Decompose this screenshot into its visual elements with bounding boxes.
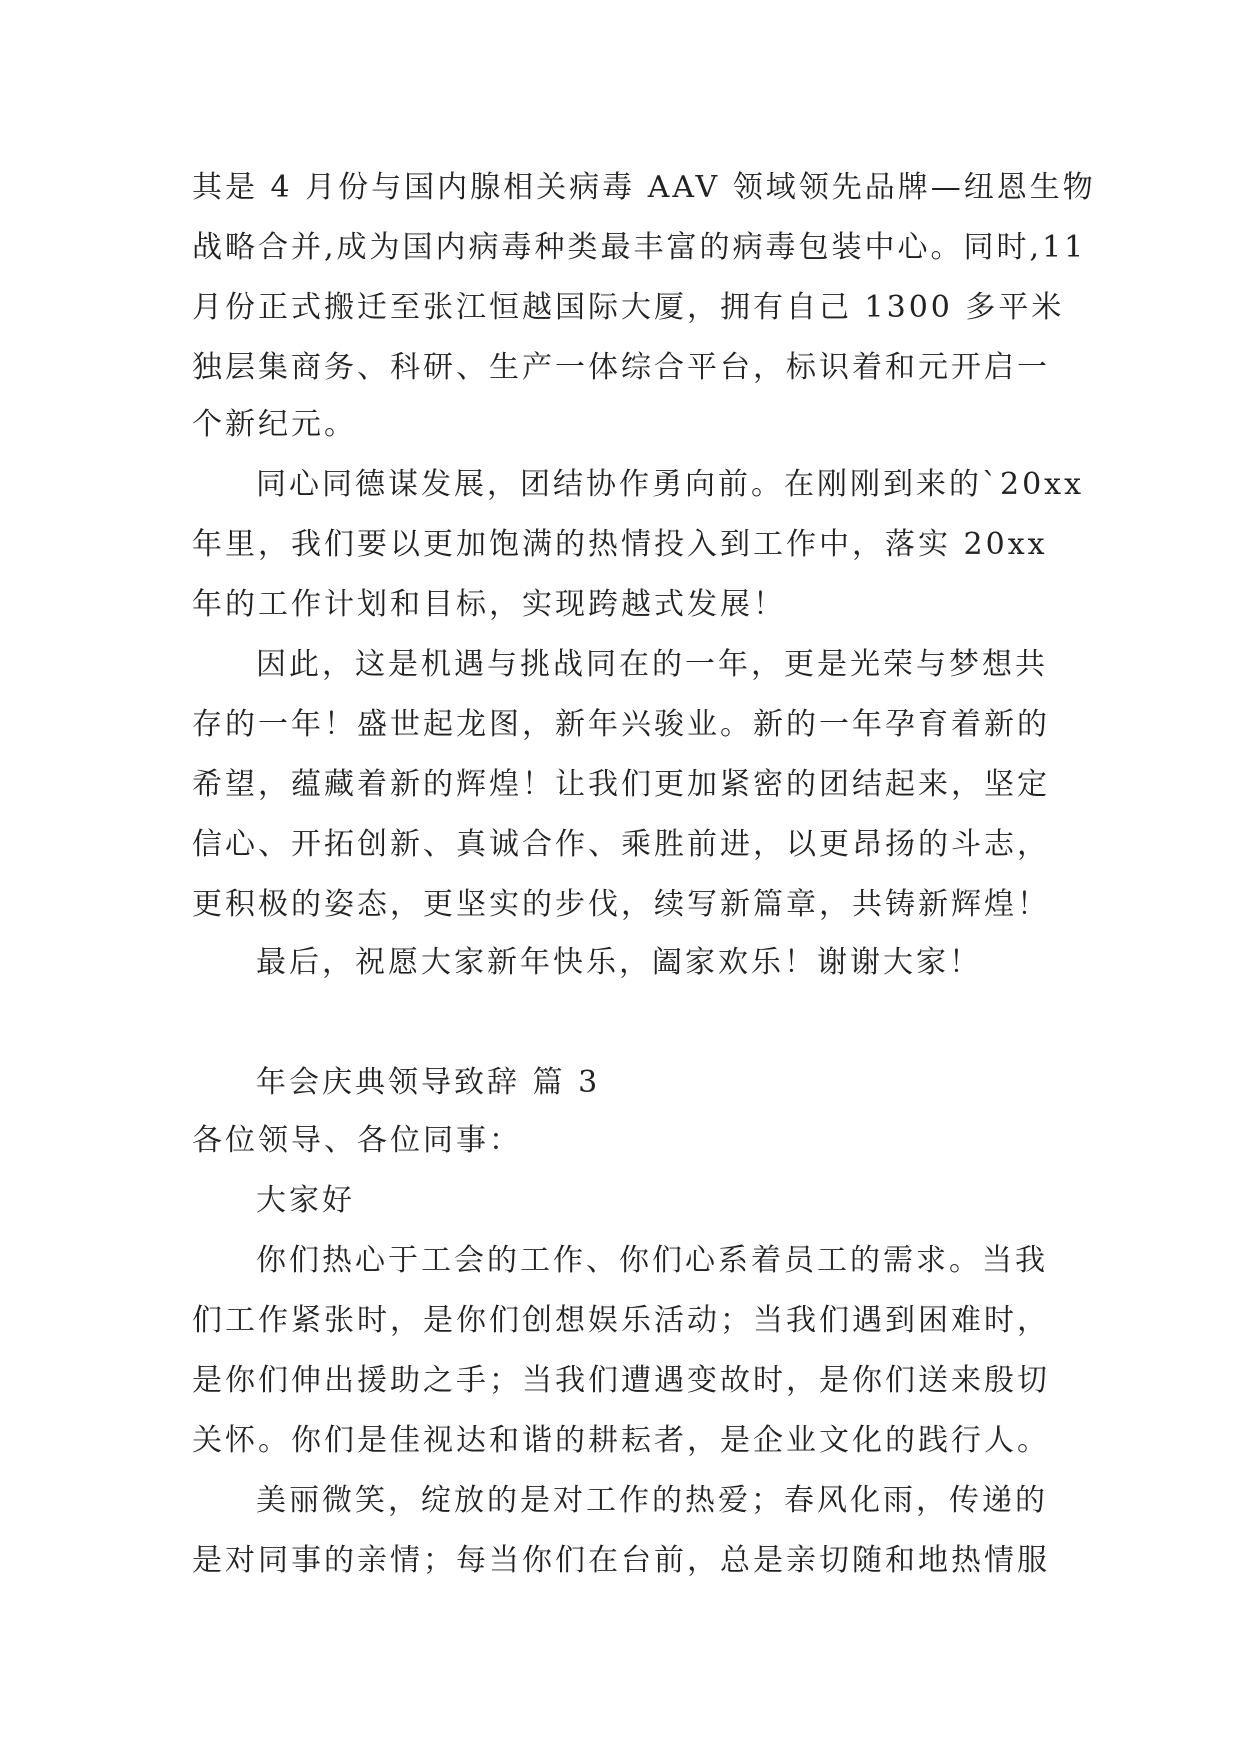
text-line: 美丽微笑，绽放的是对工作的热爱；春风化雨，传递的	[256, 1483, 1048, 1518]
text-line: 因此，这是机遇与挑战同在的一年，更是光荣与梦想共	[256, 647, 1048, 682]
greeting: 大家好	[256, 1183, 355, 1218]
text-line: 独层集商务、科研、生产一体综合平台，标识着和元开启一	[192, 350, 1050, 385]
text-line: 们工作紧张时，是你们创想娱乐活动；当我们遇到困难时，	[192, 1303, 1050, 1338]
text-line: 信心、开拓创新、真诚合作、乘胜前进，以更昂扬的斗志，	[192, 827, 1050, 862]
text-line: 个新纪元。	[192, 407, 357, 442]
text-line: 战略合并,成为国内病毒种类最丰富的病毒包装中心。同时,11	[192, 230, 1087, 265]
text-line: 是你们伸出援助之手；当我们遭遇变故时，是你们送来殷切	[192, 1363, 1050, 1398]
text-line: 月份正式搬迁至张江恒越国际大厦，拥有自己 1300 多平米	[192, 290, 1065, 325]
text-line: 关怀。你们是佳视达和谐的耕耘者，是企业文化的践行人。	[192, 1423, 1050, 1458]
text-line: 其是 4 月份与国内腺相关病毒 AAV 领域领先品牌—纽恩生物	[192, 170, 1096, 205]
text-line: 希望，蕴藏着新的辉煌！让我们更加紧密的团结起来，坚定	[192, 767, 1050, 802]
salutation: 各位领导、各位同事：	[192, 1123, 522, 1158]
text-line: 存的一年！盛世起龙图，新年兴骏业。新的一年孕育着新的	[192, 707, 1050, 742]
text-line: 最后，祝愿大家新年快乐，阖家欢乐！谢谢大家！	[256, 945, 982, 980]
text-line: 更积极的姿态，更坚实的步伐，续写新篇章，共铸新辉煌！	[192, 887, 1050, 922]
text-line: 年的工作计划和目标，实现跨越式发展！	[192, 587, 786, 622]
text-line: 你们热心于工会的工作、你们心系着员工的需求。当我	[256, 1243, 1048, 1278]
text-line: 年里，我们要以更加饱满的热情投入到工作中，落实 20xx	[192, 527, 1048, 562]
section-heading: 年会庆典领导致辞 篇 3	[256, 1065, 601, 1100]
text-line: 是对同事的亲情；每当你们在台前，总是亲切随和地热情服	[192, 1543, 1050, 1578]
text-line: 同心同德谋发展，团结协作勇向前。在刚刚到来的`20xx	[256, 467, 1085, 502]
